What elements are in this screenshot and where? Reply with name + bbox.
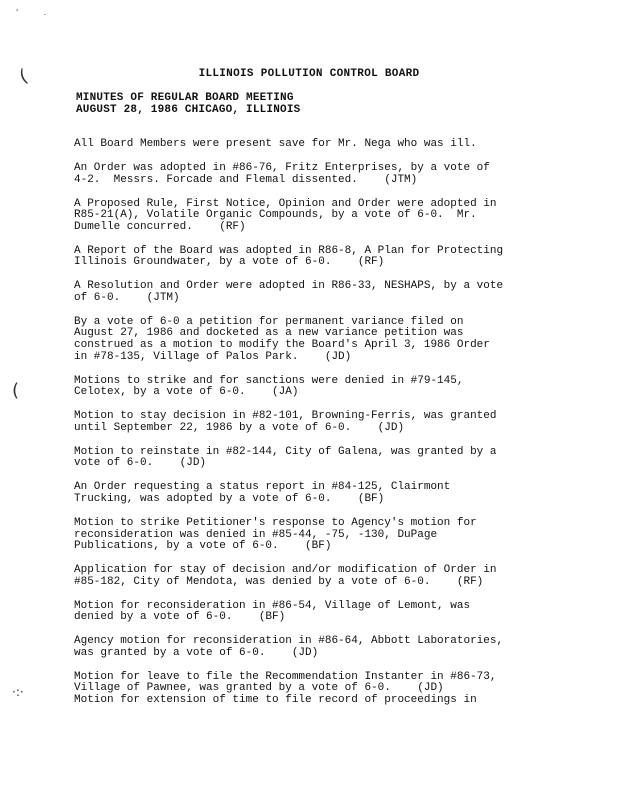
minutes-paragraph [74,482,574,505]
paragraph-line: Celotex, by a vote of 6-0. (JA) [74,386,299,399]
paragraph-line: Motion for leave to file the Recommendation Instanter in #86-73, [74,670,497,683]
paragraph-line: A Report of the Board was adopted in R86-8, A Plan for Protecting [74,244,504,257]
minutes-paragraph [74,636,574,659]
minutes-paragraph [74,281,574,304]
paragraph-line: A Resolution and Order were adopted in R86-33, NESHAPS, by a vote [74,280,504,293]
paragraph-line: was granted by a vote of 6-0. (JD) [74,646,319,659]
minutes-paragraph [74,139,574,151]
paragraph-line: Trucking, was adopted by a vote of 6-0. (BF) [74,492,385,505]
paragraph-line: All Board Members were present save for Mr. Nega who was ill. [74,138,477,150]
paragraph-line: Agency motion for reconsideration in #86-64, Abbott Laboratories, [74,635,504,648]
margin-bracket-mark: ( [12,380,20,401]
minutes-paragraph [74,317,574,363]
paragraph-line: A Proposed Rule, First Notice, Opinion and Order were adopted in [74,197,497,210]
margin-speck-mark: ·:· [12,685,24,699]
minutes-paragraph [74,411,574,434]
minutes-paragraph [74,518,574,553]
minutes-paragraph [74,163,574,186]
paragraph-line: Motion for reconsideration in #86-54, Village of Lemont, was [74,599,471,612]
minutes-paragraph [74,695,574,707]
minutes-paragraph [74,246,574,269]
board-title: ILLINOIS POLLUTION CONTROL BOARD [198,68,420,80]
paragraph-line: Village of Pawnee, was granted by a vote of 6-0. (JD) [74,682,444,695]
meeting-date-location: AUGUST 28, 1986 CHICAGO, ILLINOIS [76,104,301,116]
minutes-paragraph [74,447,574,470]
minutes-paragraph [74,565,574,588]
paragraph-line: denied by a vote of 6-0. (BF) [74,611,286,624]
paragraph-line: An Order requesting a status report in #84-125, Clairmont [74,481,451,494]
margin-bracket-mark: ( [16,65,31,88]
minutes-paragraph [74,672,574,695]
paragraph-line: Motion to strike Petitioner's response to Agency's motion for [74,516,477,529]
paragraph-line: of 6-0. (JTM) [74,291,180,304]
minutes-paragraph [74,601,574,624]
paragraph-line: reconsideration was denied in #85-44, -75, -130, DuPage [74,528,438,541]
paragraph-line: vote of 6-0. (JD) [74,457,207,470]
paragraph-line: 4-2. Messrs. Forcade and Flemal dissented. (JTM) [74,173,418,186]
minutes-paragraph [74,199,574,234]
scan-speck: ' . [16,8,47,17]
paragraph-line: Publications, by a vote of 6-0. (BF) [74,540,332,553]
paragraph-line: until September 22, 1986 by a vote of 6-0. (JD) [74,421,405,434]
paragraph-line: Motion to stay decision in #82-101, Browning-Ferris, was granted [74,410,497,423]
paragraph-line: Motion for extension of time to file record of proceedings in [74,694,477,707]
paragraph-line: Application for stay of decision and/or modification of Order in [74,564,497,577]
paragraph-line: in #78-135, Village of Palos Park. (JD) [74,350,352,363]
paragraph-line: August 27, 1986 and docketed as a new variance petition was [74,327,464,340]
paragraph-line: R85-21(A), Volatile Organic Compounds, by a vote of 6-0. Mr. [74,209,477,222]
minutes-heading: MINUTES OF REGULAR BOARD MEETING [76,92,294,104]
paragraph-line: Dumelle concurred. (RF) [74,220,246,233]
paragraph-line: construed as a motion to modify the Board's April 3, 1986 Order [74,339,490,352]
minutes-body [74,139,574,719]
paragraph-line: Motions to strike and for sanctions were denied in #79-145, [74,374,464,387]
paragraph-line: By a vote of 6-0 a petition for permanent variance filed on [74,315,464,328]
paragraph-line: #85-182, City of Mendota, was denied by a vote of 6-0. (RF) [74,575,484,588]
paragraph-line: An Order was adopted in #86-76, Fritz Enterprises, by a vote of [74,161,490,174]
minutes-paragraph [74,376,574,399]
paragraph-line: Motion to reinstate in #82-144, City of Galena, was granted by a [74,445,497,458]
paragraph-line: Illinois Groundwater, by a vote of 6-0. (RF) [74,256,385,269]
